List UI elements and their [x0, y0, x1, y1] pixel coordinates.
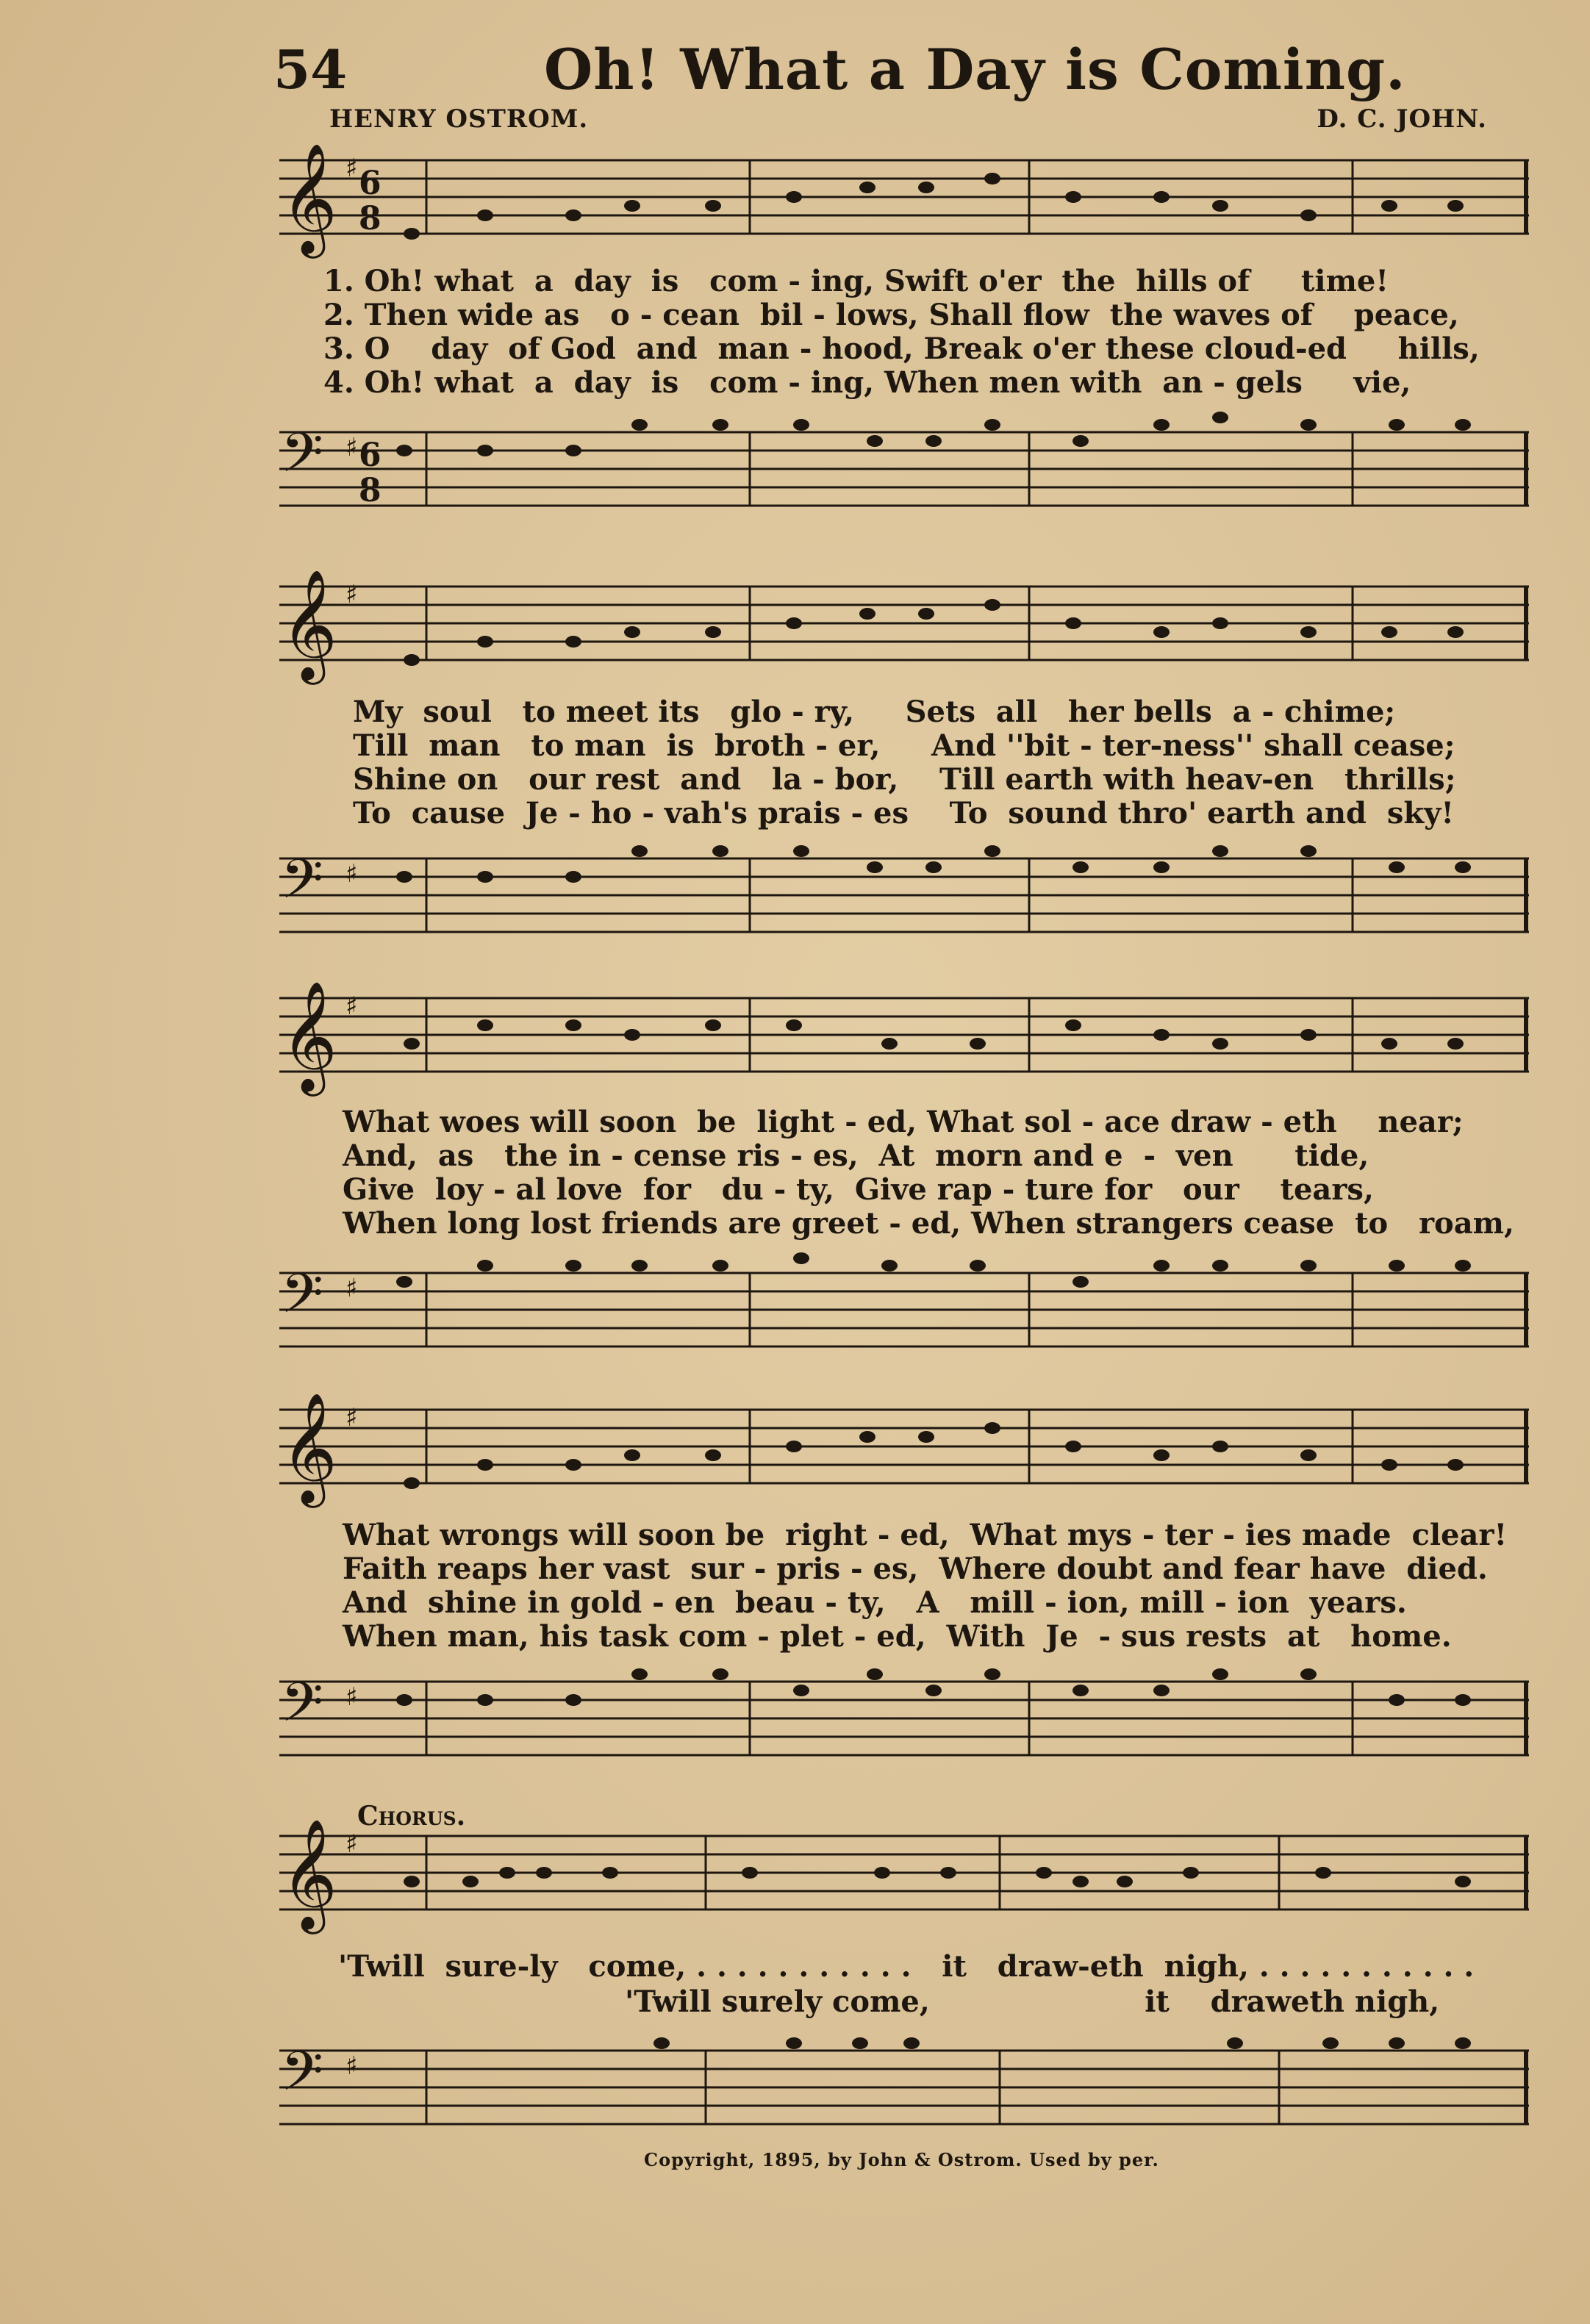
- treble-staff-chorus: [265, 1818, 1529, 1939]
- svg-text:𝄞: 𝄞: [281, 142, 337, 254]
- bass-staff-system-2: [265, 844, 1529, 961]
- verse-line: To cause Je - ho - vah's prais - es To sound thro' earth and sky!: [353, 796, 1454, 831]
- svg-text:𝄢: 𝄢: [281, 1671, 323, 1748]
- verse-block-2: [353, 695, 1529, 831]
- svg-text:8: 8: [359, 472, 382, 509]
- verse-line: My soul to meet its glo - ry, Sets all her bells a - chime;: [353, 695, 1396, 729]
- composer-credit: D. C. JOHN.: [1317, 104, 1487, 134]
- page-number: 54: [273, 38, 348, 101]
- svg-text:𝄢: 𝄢: [281, 847, 323, 925]
- bass-staff-chorus: [265, 2036, 1529, 2153]
- svg-text:♯: ♯: [345, 859, 358, 889]
- svg-text:♯: ♯: [345, 2051, 358, 2081]
- svg-text:♯: ♯: [345, 1829, 358, 1859]
- svg-text:𝄞: 𝄞: [281, 1391, 337, 1503]
- copyright-notice: Copyright, 1895, by John & Ostrom. Used by per.: [644, 2149, 1159, 2170]
- chorus-lyric-line-1: 'Twill sure-ly come, . . . . . . . . . . . it draw-eth nigh, . . . . . . . . . . .: [338, 1949, 1475, 1984]
- svg-text:♯: ♯: [345, 580, 358, 609]
- svg-text:♯: ♯: [345, 1682, 358, 1712]
- verse-block-1: [323, 265, 1500, 400]
- svg-text:𝄢: 𝄢: [281, 421, 323, 498]
- verse-line: 2. Then wide as o - cean bil - lows, Shall flow the waves of peace,: [323, 298, 1459, 332]
- treble-staff-system-3: [265, 980, 1529, 1101]
- svg-text:♯: ♯: [345, 991, 358, 1021]
- verse-line: Till man to man is broth - er, And ''bit - ter-ness'' shall cease;: [353, 728, 1455, 763]
- verse-line: When man, his task com - plet - ed, With Je - sus rests at home.: [343, 1619, 1452, 1654]
- hymn-title: Oh! What a Day is Coming.: [544, 37, 1406, 102]
- bass-staff-system-4: [265, 1667, 1529, 1785]
- verse-line: And shine in gold - en beau - ty, A mill - ion, mill - ion years.: [343, 1585, 1407, 1620]
- verse-line: What wrongs will soon be right - ed, What mys - ter - ies made clear!: [343, 1518, 1508, 1552]
- svg-text:6: 6: [359, 165, 382, 202]
- verse-line: And, as the in - cense ris - es, At morn and e - ven tide,: [343, 1138, 1369, 1173]
- verse-block-4: [343, 1518, 1519, 1654]
- svg-text:𝄞: 𝄞: [281, 568, 337, 680]
- bass-staff-system-3: [265, 1258, 1529, 1376]
- svg-text:♯: ♯: [345, 433, 358, 462]
- verse-line: 3. O day of God and man - hood, Break o'er these cloud-ed hills,: [323, 331, 1480, 366]
- svg-text:𝄞: 𝄞: [281, 980, 337, 1091]
- treble-staff-system-2: [265, 568, 1529, 689]
- verse-line: When long lost friends are greet - ed, When strangers cease to roam,: [343, 1206, 1514, 1241]
- svg-text:8: 8: [359, 200, 382, 237]
- treble-staff-system-4: [265, 1391, 1529, 1513]
- treble-staff-system-1: [265, 142, 1529, 263]
- verse-line: 4. Oh! what a day is com - ing, When men with an - gels vie,: [323, 365, 1411, 400]
- verse-block-3: [343, 1105, 1519, 1241]
- svg-text:𝄢: 𝄢: [281, 1262, 323, 1339]
- svg-text:𝄞: 𝄞: [281, 1818, 337, 1929]
- svg-text:𝄢: 𝄢: [281, 2040, 323, 2117]
- verse-line: Faith reaps her vast sur - pris - es, Where doubt and fear have died.: [343, 1552, 1488, 1586]
- lyricist-credit: HENRY OSTROM.: [329, 104, 589, 134]
- verse-line: 1. Oh! what a day is com - ing, Swift o'er the hills of time!: [323, 264, 1389, 298]
- verse-line: What woes will soon be light - ed, What sol - ace draw - eth near;: [343, 1105, 1464, 1139]
- chorus-label: Chorus.: [357, 1801, 466, 1832]
- verse-line: Give loy - al love for du - ty, Give rap - ture for our tears,: [343, 1172, 1374, 1207]
- bass-staff-system-1: [265, 417, 1529, 535]
- chorus-lyric-line-2: 'Twill surely come, it draweth nigh,: [625, 1984, 1440, 2019]
- svg-text:6: 6: [359, 437, 382, 474]
- svg-text:♯: ♯: [345, 154, 358, 183]
- svg-text:♯: ♯: [345, 1274, 358, 1303]
- verse-line: Shine on our rest and la - bor, Till earth with heav-en thrills;: [353, 762, 1456, 797]
- svg-text:♯: ♯: [345, 1403, 358, 1432]
